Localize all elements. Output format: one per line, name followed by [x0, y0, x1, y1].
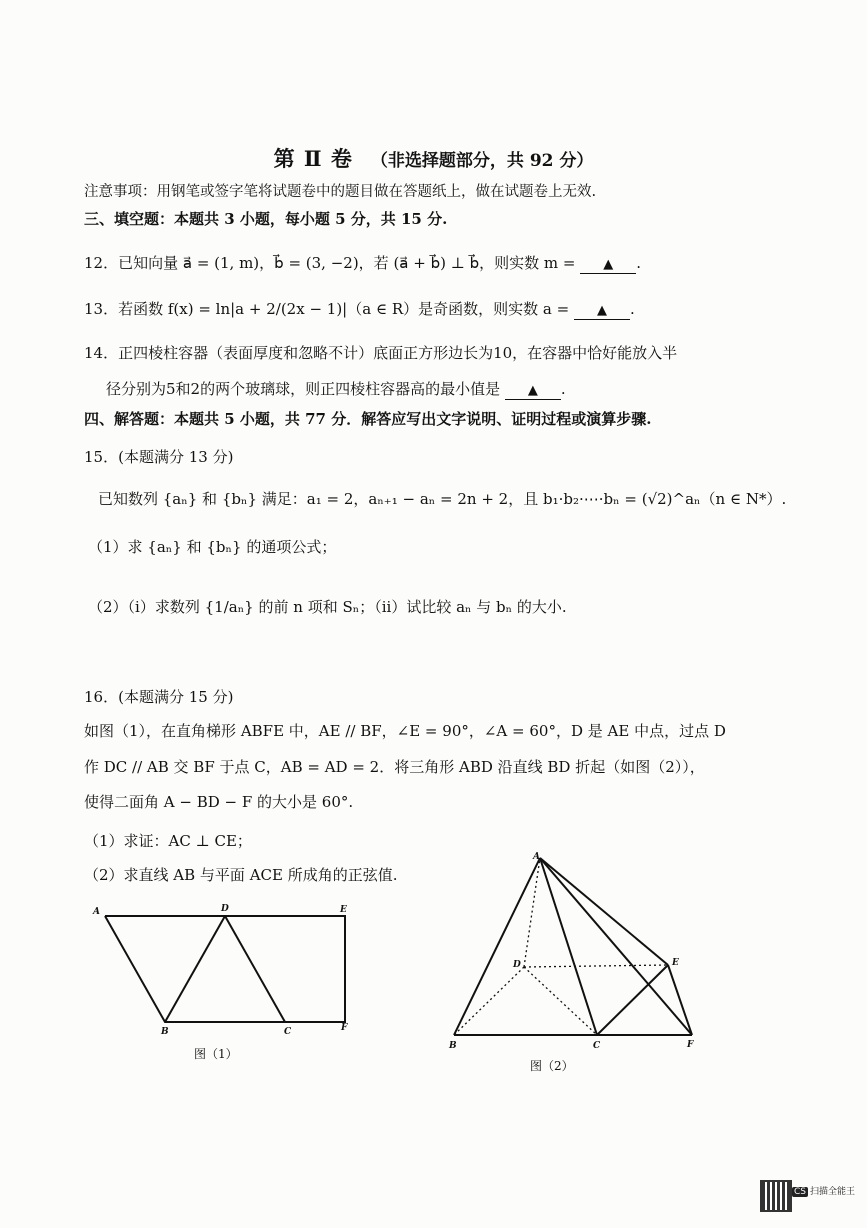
edge-ef: [668, 965, 692, 1035]
scanner-watermark: [792, 1184, 855, 1197]
figure-2-caption: 图（2）: [530, 1059, 574, 1073]
fig2-label-a: A: [533, 852, 540, 862]
question-12-end: .: [636, 254, 642, 272]
question-15-heading: 15．(本题满分 13 分): [84, 448, 234, 466]
notice: 注意事项：用钢笔或签字笔将试题卷中的题目做在答题纸上，做在试题卷上无效.: [84, 184, 597, 200]
fig1-label-d: D: [221, 904, 229, 914]
question-15-part1: （1）求 {aₙ} 和 {bₙ} 的通项公式；: [88, 538, 337, 556]
edge-bd-hidden: [454, 967, 524, 1035]
question-13: [84, 298, 635, 320]
camscanner-logo-icon: CS: [794, 1187, 806, 1197]
fig2-label-e: E: [672, 958, 679, 968]
answer-blank-13: ▲: [574, 303, 630, 320]
watermark-text: 扫描全能王: [810, 1187, 856, 1197]
fig2-label-c: C: [593, 1041, 601, 1051]
question-16-line1: 如图（1），在直角梯形 ABFE 中，AE // BF，∠E = 90°，∠A = 60°，D 是 AE 中点，过点 D: [84, 722, 726, 740]
edge-af: [540, 858, 692, 1035]
question-16-heading: 16．(本题满分 15 分): [84, 688, 234, 706]
fig2-label-f: F: [687, 1040, 694, 1050]
fig2-label-b: B: [449, 1041, 457, 1051]
edge-de-hidden: [524, 965, 668, 967]
fig1-label-a: A: [93, 907, 100, 917]
question-14-text: 径分别为5和2的两个玻璃球，则正四棱柱容器高的最小值是: [106, 380, 501, 398]
qr-code-icon: [760, 1180, 792, 1212]
edge-ce: [597, 965, 668, 1035]
title-main: 第 Ⅱ 卷: [273, 146, 353, 171]
question-15-part2: （2）（i）求数列 {1/aₙ} 的前 n 项和 Sₙ；（ii）试比较 aₙ 与 bₙ 的大小.: [88, 598, 567, 616]
question-15-stem: 已知数列 {aₙ} 和 {bₙ} 满足：a₁ = 2，aₙ₊₁ − aₙ = 2n + 2，且 b₁·b₂·⋯·bₙ = (√2)^aₙ（n ∈ N*）.: [98, 490, 787, 508]
section-answer-heading: 四、解答题：本题共 5 小题，共 77 分．解答应写出文字说明、证明过程或演算步骤.: [84, 410, 652, 428]
fig1-label-f: F: [341, 1023, 348, 1033]
question-16-part1: （1）求证：AC ⊥ CE；: [84, 832, 252, 850]
edge-ae: [540, 858, 668, 965]
figure-1-trapezoid: [85, 900, 365, 1070]
fig1-label-b: B: [161, 1027, 169, 1037]
question-16-part2: （2）求直线 AB 与平面 ACE 所成角的正弦值.: [84, 866, 398, 884]
question-14-line2: [106, 378, 566, 400]
question-16-line2: 作 DC // AB 交 BF 于点 C，AB = AD = 2．将三角形 ABD 沿直线 BD 折起（如图（2）），: [84, 758, 705, 776]
question-12: [84, 252, 641, 274]
segment-bd: [165, 916, 225, 1022]
fig2-label-d: D: [513, 960, 521, 970]
answer-blank-12: ▲: [580, 257, 636, 274]
figure-2-folded-solid: [440, 845, 710, 1080]
question-16-line3: 使得二面角 A − BD − F 的大小是 60°.: [84, 793, 354, 811]
answer-blank-14: ▲: [505, 383, 561, 400]
question-13-text: 13．若函数 f(x) = ln|a + 2/(2x − 1)|（a ∈ R）是奇函数，则实数 a =: [84, 300, 570, 318]
segment-dc: [225, 916, 285, 1022]
page-title: [0, 143, 867, 173]
question-12-text: 12．已知向量 a⃗ = (1, m)，b⃗ = (3, −2)，若 (a⃗ + b⃗) ⊥ b⃗，则实数 m =: [84, 254, 576, 272]
section-fill-in-heading: 三、填空题：本题共 3 小题，每小题 5 分，共 15 分.: [84, 210, 448, 228]
question-14-end: .: [560, 380, 566, 398]
fig1-label-e: E: [340, 905, 347, 915]
title-subtitle: （非选择题部分，共 92 分）: [370, 151, 594, 171]
question-14-line1: 14．正四棱柱容器（表面厚度和忽略不计）底面正方形边长为10，在容器中恰好能放入半: [84, 344, 678, 362]
trapezoid-outline: [105, 916, 345, 1022]
fig1-label-c: C: [284, 1027, 292, 1037]
question-13-end: .: [629, 300, 635, 318]
figure-1-caption: 图（1）: [194, 1047, 238, 1061]
